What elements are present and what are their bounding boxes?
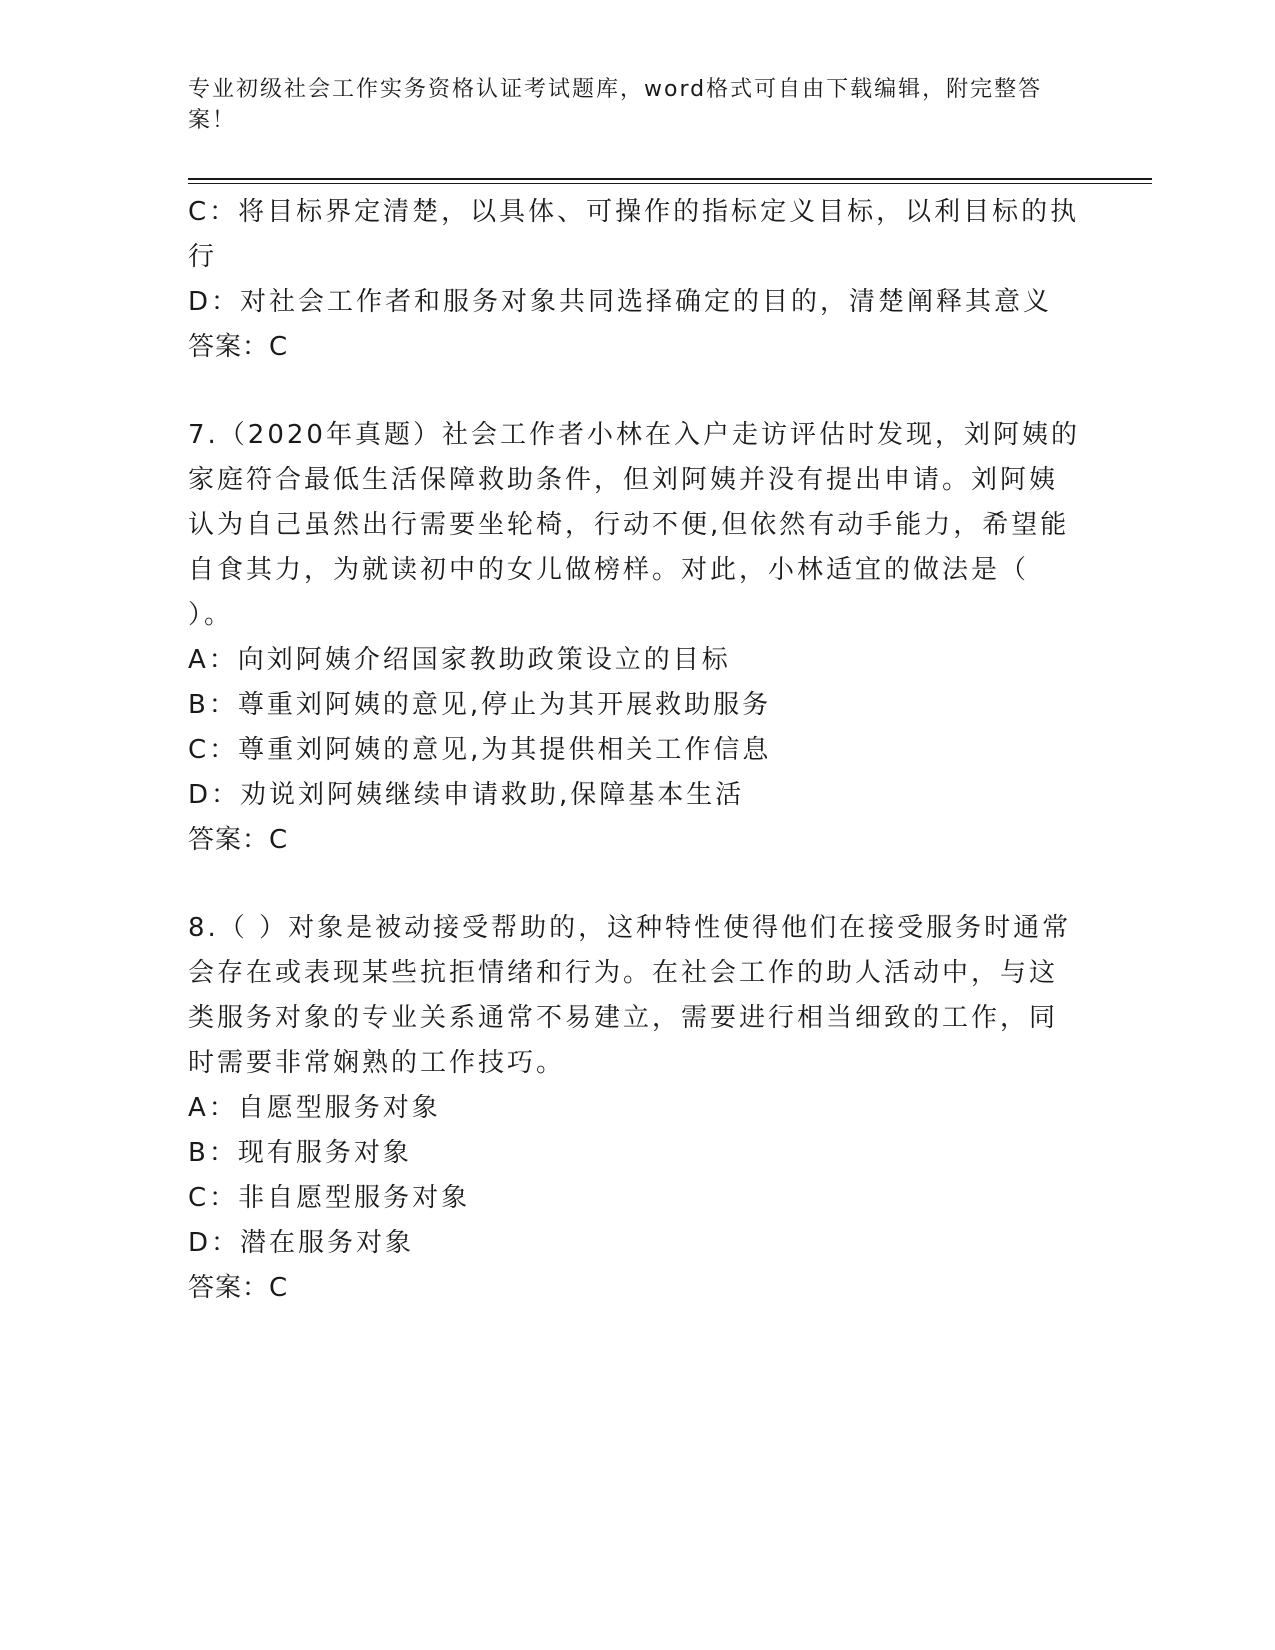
- answer-line: 答案：C: [188, 332, 289, 362]
- question-7: [188, 413, 1080, 863]
- header-divider-thick: [188, 178, 1152, 180]
- question-stem-line: 家庭符合最低生活保障救助条件，但刘阿姨并没有提出申请。刘阿姨: [188, 465, 1059, 495]
- option-d: D：对社会工作者和服务对象共同选择确定的目的，清楚阐释其意义: [188, 287, 1053, 317]
- option-b: B：尊重刘阿姨的意见,停止为其开展救助服务: [188, 690, 772, 720]
- option-c: C：尊重刘阿姨的意见,为其提供相关工作信息: [188, 735, 772, 765]
- option-a: A：自愿型服务对象: [188, 1093, 441, 1123]
- option-c: C：非自愿型服务对象: [188, 1183, 471, 1213]
- header-line-1: 专业初级社会工作实务资格认证考试题库，word格式可自由下载编辑，附完整答: [188, 77, 1043, 102]
- header-divider-thin: [188, 183, 1152, 184]
- question-stem-line: ）。: [188, 600, 234, 630]
- answer-line: 答案：C: [188, 825, 289, 855]
- question-stem-line: 自食其力，为就读初中的女儿做榜样。对此，小林适宜的做法是（: [188, 555, 1030, 585]
- question-stem-line: 时需要非常娴熟的工作技巧。: [188, 1048, 566, 1078]
- question-8: [188, 906, 1072, 1311]
- question-stem-line: 会存在或表现某些抗拒情绪和行为。在社会工作的助人活动中，与这: [188, 958, 1059, 988]
- header-line-2: 案！: [188, 108, 237, 133]
- option-b: B：现有服务对象: [188, 1138, 412, 1168]
- option-c-line-2: 行: [188, 242, 218, 272]
- question-stem-line: 7.（2020年真题）社会工作者小林在入户走访评估时发现，刘阿姨的: [188, 420, 1080, 450]
- option-a: A：向刘阿姨介绍国家教助政策设立的目标: [188, 645, 731, 675]
- option-c-line-1: C：将目标界定清楚，以具体、可操作的指标定义目标，以利目标的执: [188, 197, 1080, 227]
- document-body: [188, 190, 1080, 1311]
- page-header: [188, 74, 1068, 136]
- spacer: [188, 863, 1068, 906]
- question-stem-line: 认为自己虽然出行需要坐轮椅，行动不便,但依然有动手能力，希望能: [188, 510, 1070, 540]
- answer-line: 答案：C: [188, 1273, 289, 1303]
- previous-question-tail: [188, 190, 1080, 370]
- question-stem-line: 类服务对象的专业关系通常不易建立，需要进行相当细致的工作，同: [188, 1003, 1059, 1033]
- option-d: D：潜在服务对象: [188, 1228, 415, 1258]
- spacer: [188, 370, 1068, 413]
- question-stem-line: 8.（ ）对象是被动接受帮助的，这种特性使得他们在接受服务时通常: [188, 913, 1072, 943]
- option-d: D：劝说刘阿姨继续申请救助,保障基本生活: [188, 780, 745, 810]
